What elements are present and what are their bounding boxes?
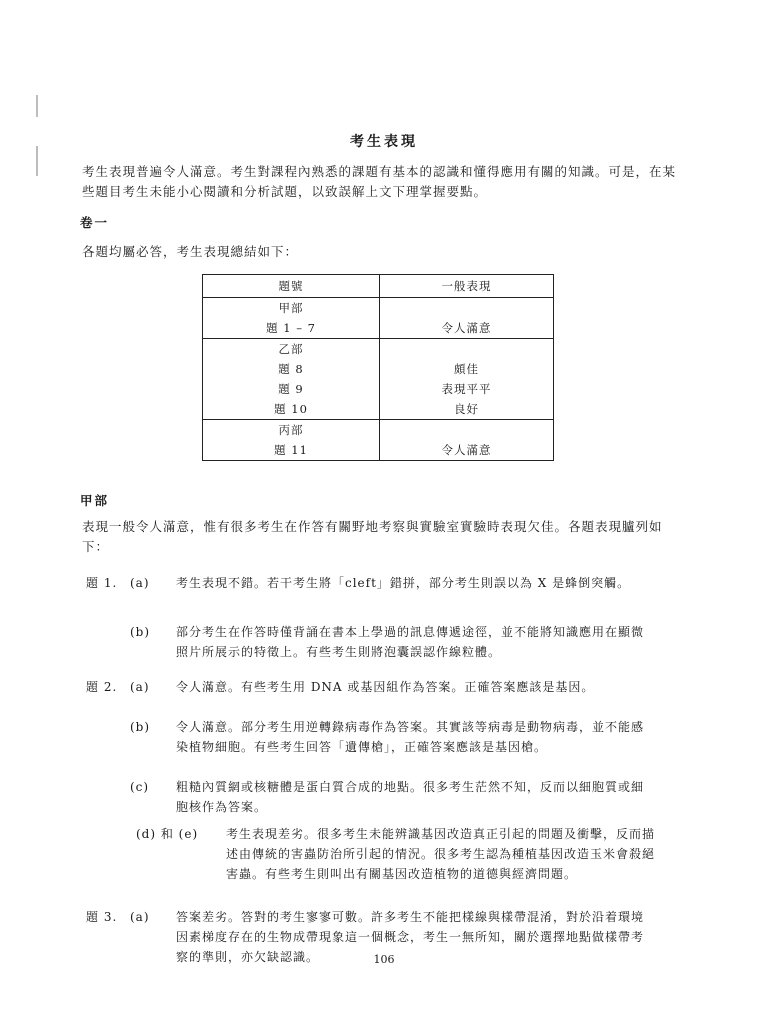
table-cell-performance bbox=[380, 339, 554, 420]
table-cell-question bbox=[203, 339, 380, 420]
part-label: (d) 和 (e) bbox=[136, 827, 199, 841]
question-number: 題 8 bbox=[278, 362, 304, 376]
section-label: 丙部 bbox=[278, 423, 304, 437]
table-header-performance: 一般表現 bbox=[380, 275, 554, 298]
question-number: 題 1 – 7 bbox=[266, 321, 316, 335]
performance-value: 令人滿意 bbox=[441, 321, 492, 335]
performance-value: 表現平平 bbox=[441, 382, 492, 396]
paper1-summary-intro: 各題均屬必答，考生表現總結如下： bbox=[82, 244, 299, 259]
section-label: 甲部 bbox=[278, 301, 304, 315]
part-label: (a) bbox=[130, 680, 150, 694]
table-row bbox=[203, 298, 554, 339]
part-label: (c) bbox=[130, 780, 150, 794]
question-label: 題 2. bbox=[86, 680, 118, 694]
page-title: 考生表現 bbox=[350, 134, 418, 150]
answer-comment: 考生表現不錯。若干考生將「cleft」錯拼，部分考生則誤以為 X 是蜂倒突觸。 bbox=[176, 576, 631, 590]
part-label: (a) bbox=[130, 576, 150, 590]
question-number: 題 9 bbox=[278, 382, 304, 396]
section-label: 乙部 bbox=[278, 342, 304, 356]
performance-table bbox=[202, 274, 554, 461]
answer-comment: 令人滿意。有些考生用 DNA 或基因組作為答案。正確答案應該是基因。 bbox=[176, 680, 595, 694]
question-label: 題 1. bbox=[86, 576, 118, 590]
answer-comment: 部分考生在作答時僅背誦在書本上學過的訊息傳遞途徑，並不能將知識應用在顯微照片所展示的特徵上。有些考生則將泡囊誤認作線粒體。 bbox=[176, 625, 645, 659]
table-cell-performance bbox=[380, 420, 554, 461]
performance-value: 令人滿意 bbox=[441, 443, 492, 457]
table-cell-question bbox=[203, 420, 380, 461]
answer-comment: 考生表現差劣。很多考生未能辨識基因改造真正引起的問題及衝擊，反而描述由傳統的害蟲防治所引起的情況。很多考生認為種植基因改造玉米會殺絕害蟲。有些考生則叫出有關基因改造植物的道德與經濟問題。 bbox=[226, 827, 656, 881]
question-number: 題 10 bbox=[274, 402, 308, 416]
table-cell-question bbox=[203, 298, 380, 339]
performance-value: 頗佳 bbox=[454, 362, 479, 376]
table-cell-performance bbox=[380, 298, 554, 339]
table-header-question: 題號 bbox=[203, 275, 380, 298]
table-row bbox=[203, 420, 554, 461]
paper1-heading: 卷一 bbox=[80, 215, 110, 230]
answer-comment: 粗糙內質網或核糖體是蛋白質合成的地點。很多考生茫然不知，反而以細胞質或細胞核作為答案。 bbox=[176, 780, 645, 814]
answer-comment: 令人滿意。部分考生用逆轉錄病毒作為答案。其實該等病毒是動物病毒，並不能感染植物細胞。有些考生回答「遺傳槍」，正確答案應該是基因槍。 bbox=[176, 720, 645, 754]
part-label: (b) bbox=[130, 625, 151, 639]
part-label: (a) bbox=[130, 910, 150, 924]
sectionA-intro: 表現一般令人滿意，惟有很多考生在作答有關野地考察與實驗室實驗時表現欠佳。各題表現臚列如下： bbox=[82, 519, 663, 554]
performance-value: 良好 bbox=[454, 402, 479, 416]
table-row bbox=[203, 339, 554, 420]
table-header-row bbox=[203, 275, 554, 298]
part-label: (b) bbox=[130, 720, 151, 734]
scan-margin-mark bbox=[36, 95, 38, 117]
intro-paragraph: 考生表現普遍令人滿意。考生對課程內熟悉的課題有基本的認識和懂得應用有關的知識。可是，在某些題目考生未能小心閱讀和分析試題，以致誤解上文下理掌握要點。 bbox=[82, 164, 677, 199]
question-label: 題 3. bbox=[86, 910, 118, 924]
answer-comment: 答案差劣。答對的考生寥寥可數。許多考生不能把樣線與樣帶混淆，對於沿着環境因素梯度存在的生物成帶現象這一個概念，考生一無所知，關於選擇地點做樣帶考察的準則，亦欠缺認識。 bbox=[176, 910, 645, 964]
sectionA-heading: 甲部 bbox=[80, 493, 110, 508]
page-number: 106 bbox=[373, 953, 395, 966]
question-number: 題 11 bbox=[274, 443, 308, 457]
